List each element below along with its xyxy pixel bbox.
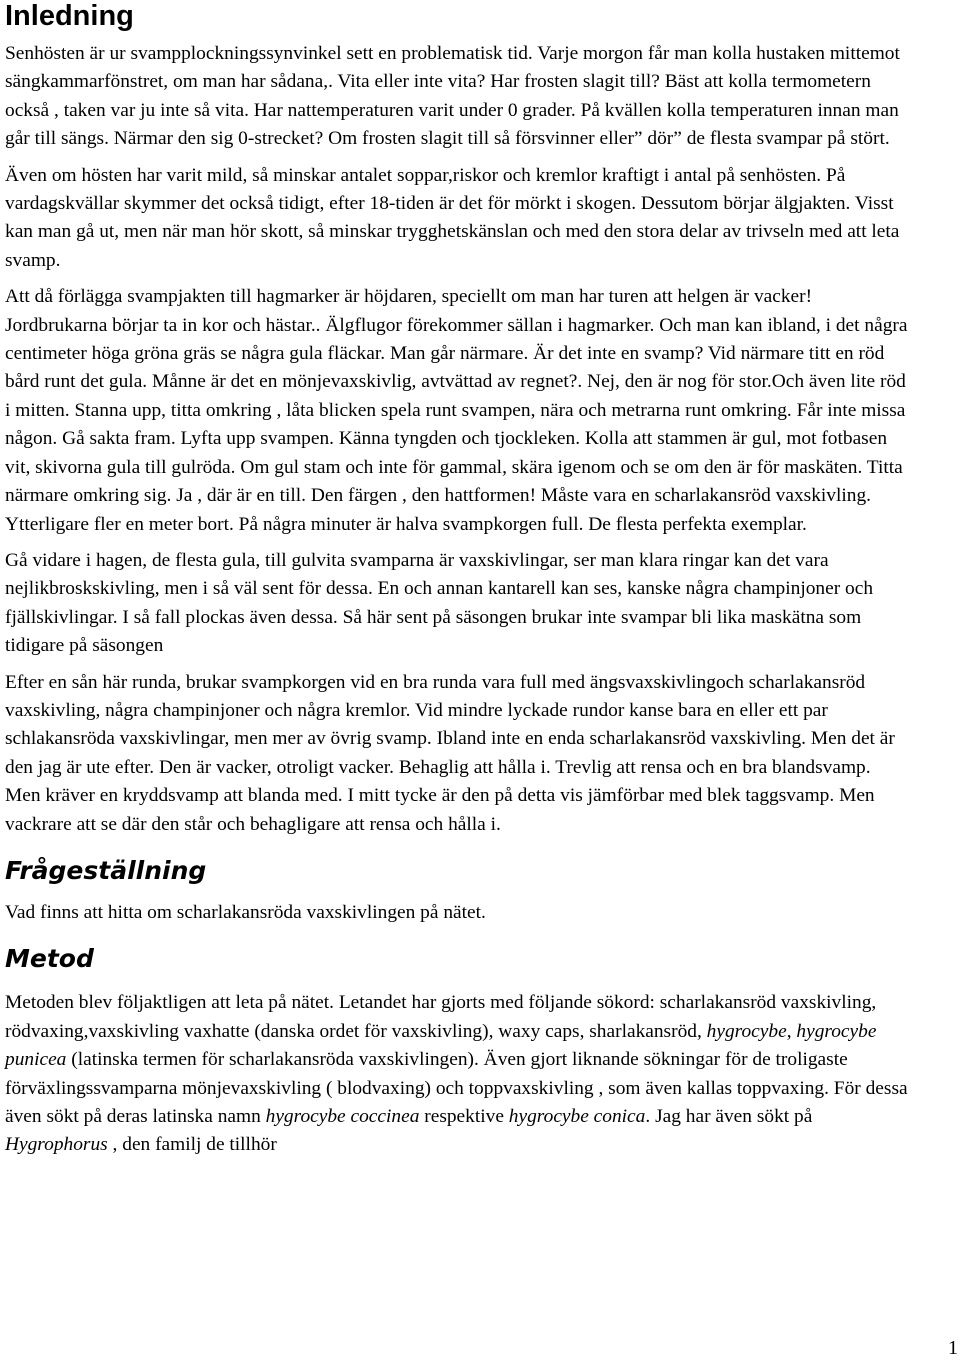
metod-latin-hygrophorus: Hygrophorus [5,1134,108,1156]
metod-text-4: respektive [419,1106,509,1127]
metod-text-1: Metoden blev följaktligen att leta på nätet. Letandet har gjorts med följande sökord: scharlakansröd vaxskivling, rödvaxing,vaxskivling vaxhatte (danska ordet för vaxskivling), waxy caps, sharlakansröd, [5,992,877,1042]
paragraph-inledning-2: Även om hösten har varit mild, så minskar antalet soppar,riskor och kremlor kraftigt i antal på senhösten. På vardagskvällar skymmer det också tidigt, efter 18-tiden är det för mörkt i skogen. Dessutom börjar älgjakten. Visst kan man gå ut, men när man hör skott, så minskar trygghetskänslan och med den stora delar av trivseln med att leta svamp. [5,164,900,271]
paragraph-inledning-4: Gå vidare i hagen, de flesta gula, till gulvita svamparna är vaxskivlingar, ser man klara ringar kan det vara nejlikbroskskivling, men i så väl sent för dessa. En och annan kantarell kan ses, kanske några champinjoner och fjällskivlingar. I så fall plockas även dessa. Så här sent på säsongen brukar inte svampar bli lika maskätna som tidigare på säsongen [5,549,874,657]
paragraph-inledning-3: Att då förlägga svampjakten till hagmarker är höjdaren, speciellt om man har turen att helgen är vacker! Jordbrukarna börjar ta in kor och hästar.. Älgflugor förekommer sällan i hagmarker. Och man kan ibland, i det några centimeter höga gröna gräs se några gula fläckar. Man går närmare. Är det inte en svamp? Vid närmare titt en röd bård runt det gula. Månne är det en mönjevaxskivlig, avtvättad av regnet?. Nej, den är nog för stor.Och även lite röd i mitten. Stanna upp, titta omkring , låta blicken spela runt svampen, nära och metrarna runt omkring. Får inte missa någon. Gå sakta fram. Lyfta upp svampen. Känna tyngden och tjockleken. Kolla att stammen är gul, mot fotbasen vit, skivorna gula till gulröda. Om gul stam och inte för gammal, skära igenom och se om den är för maskäten. Titta närmare omkring sig. Ja , där är en till. Den färgen , den hattformen! Måste vara en scharlakansröd vaxskivling. Ytterligare fler en meter bort. På några minuter är halva svampkorgen full. De flesta perfekta exemplar. [5,286,908,535]
paragraph-metod [5,989,910,1159]
heading-metod: Metod [5,944,94,974]
page-number: 1 [948,1337,958,1359]
metod-latin-hygrocybe-punicea: hygrocybe punicea [5,1020,877,1071]
paragraph-inledning-5: Efter en sån här runda, brukar svampkorgen vid en bra runda vara full med ängsvaxskivlingoch scharlakansröd vaxskivling, några champinjoner och några kremlor. Vid mindre lyckade rundor kanse bara en eller ett par schlakansröda vaxskivlingar, men mer av övrig svamp. Ibland inte en enda scharlakansröd vaxskivling. Men det är den jag är ute efter. Den är vacker, otroligt vacker. Behaglig att hålla i. Trevlig att rensa och en bra blandsvamp. Men kräver en kryddsvamp att blanda med. I mitt tycke är den på detta vis jämförbar med blek taggsvamp. Men vackrare att se där den står och behagligare att rensa och hålla i. [5,671,895,835]
metod-latin-hygrocybe-coccinea: hygrocybe coccinea [265,1106,420,1127]
heading-inledning: Inledning [5,0,134,32]
paragraph-inledning-1: Senhösten är ur svampplockningssynvinkel sett en problematisk tid. Varje morgon får man kolla hustaken mittemot sängkammarfönstret, om man har sådana,. Vita eller inte vita? Har frosten slagit till? Bäst att kolla termometern också , taken var ju inte så vita. Har nattemperaturen varit under 0 grader. På kvällen kolla temperaturen innan man går till sängs. Närmar den sig 0-strecket? Om frosten slagit till så försvinner eller” dör” de flesta svampar på stört. [5,43,900,150]
document-page [5,0,910,1160]
heading-fragestallning: Frågeställning [5,855,207,885]
metod-text-5: . Jag har även sökt på [645,1106,813,1127]
metod-text-2: , [786,1020,797,1042]
metod-text-3: (latinska termen för scharlakansröda vaxskivlingen). Även gjort liknande sökningar för de troligaste förväxlingssvamparna mönjevaxskivling ( blodvaxing) och toppvaxskivling , som även kallas toppvaxing. För dessa även sökt på deras latinska namn [5,1049,908,1127]
metod-latin-hygrocybe-conica: hygrocybe conica [508,1106,646,1127]
paragraph-fragestallning: Vad finns att hitta om scharlakansröda vaxskivlingen på nätet. [5,901,486,923]
metod-latin-hygrocybe: hygrocybe [706,1020,787,1042]
metod-text-6: , den familj de tillhör [107,1134,277,1156]
